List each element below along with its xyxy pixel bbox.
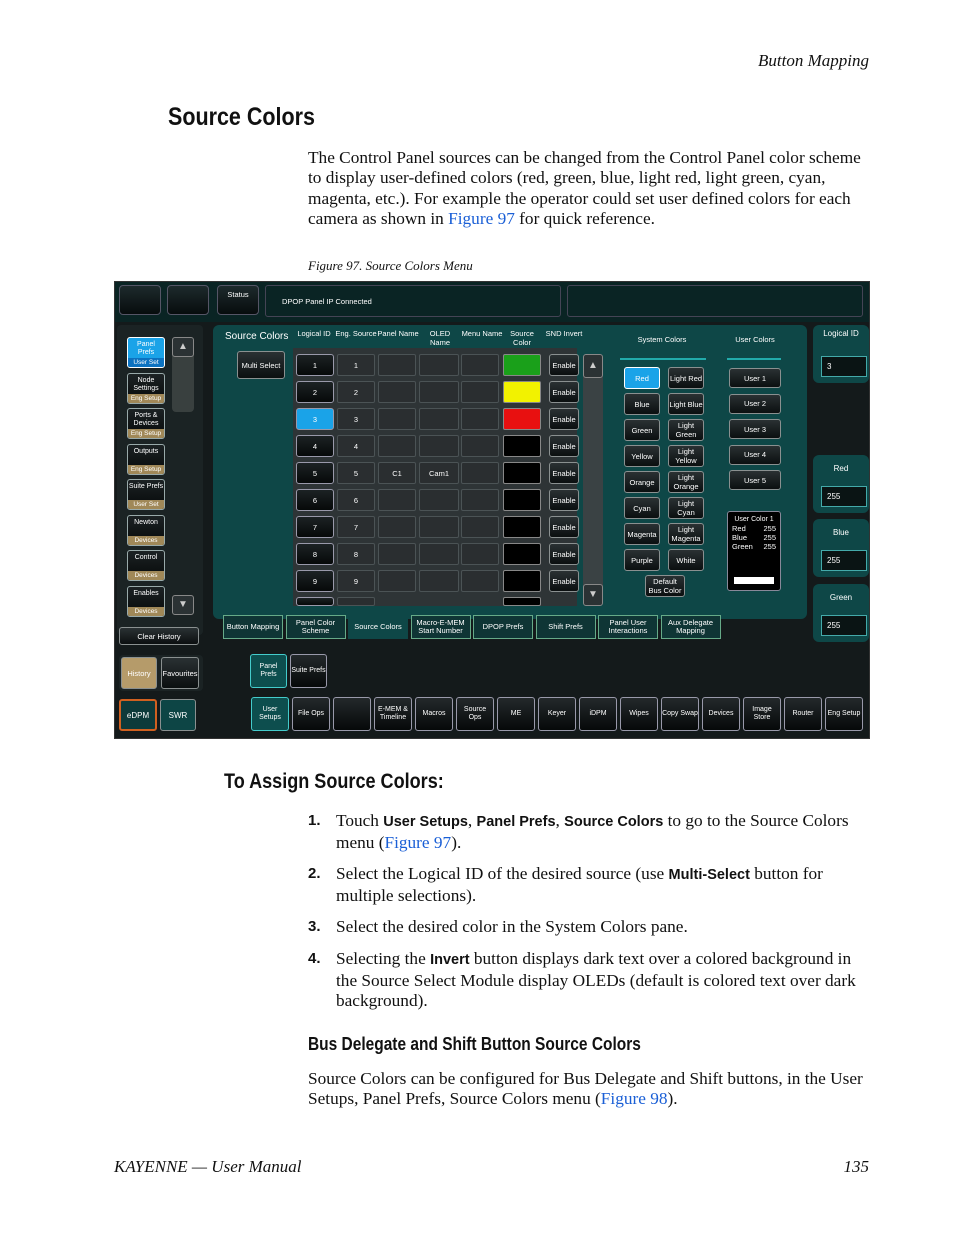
source-color-swatch[interactable]	[503, 462, 541, 484]
ui-keyword: Multi-Select	[668, 867, 750, 883]
logical-id-button[interactable]: 6	[296, 489, 334, 511]
system-color-button[interactable]: Light Blue	[668, 393, 704, 415]
user-color-swatch	[734, 577, 774, 584]
sidebar-item-sub: Eng Setup	[128, 429, 164, 438]
ui-keyword: Source Colors	[564, 814, 664, 830]
source-color-swatch[interactable]	[503, 489, 541, 511]
oled-name-cell[interactable]	[419, 570, 459, 592]
source-color-swatch[interactable]	[503, 354, 541, 376]
step-text	[336, 917, 870, 938]
column-header: SND Invert	[545, 329, 583, 338]
intro-text-end: for quick reference.	[514, 208, 655, 228]
user-color-info-title: User Color 1	[734, 516, 774, 523]
figure-link[interactable]: Figure 97	[384, 832, 452, 852]
user-color-button[interactable]: User 5	[729, 470, 781, 490]
running-header: Button Mapping	[758, 51, 869, 70]
panel-name-cell[interactable]	[378, 516, 416, 538]
system-color-button[interactable]: Cyan	[624, 497, 660, 519]
step-text-run: Select the desired color in the System Colors pane.	[336, 917, 688, 936]
eng-source-cell[interactable]: 1	[337, 354, 375, 376]
step-text	[336, 949, 870, 1012]
step-number: 2.	[308, 865, 321, 882]
swr-button[interactable]: SWR	[160, 699, 196, 731]
red-value: 255	[763, 524, 776, 533]
sidebar-item-sub: Eng Setup	[128, 465, 164, 474]
panel-name-cell[interactable]	[378, 435, 416, 457]
system-color-button[interactable]: Blue	[624, 393, 660, 415]
logical-id-button[interactable]: 3	[296, 408, 334, 430]
column-header: OLED Name	[429, 329, 451, 347]
panel-name-cell[interactable]	[378, 354, 416, 376]
user-colors-title: User Colors	[735, 335, 775, 344]
system-color-button[interactable]: Red	[624, 367, 660, 389]
pane-title: Source Colors	[225, 331, 289, 342]
sidebar-item[interactable]	[127, 586, 165, 617]
eng-source-cell[interactable]: 4	[337, 435, 375, 457]
column-header: Eng. Source	[335, 329, 377, 338]
snd-invert-button[interactable]: Enable	[549, 570, 579, 592]
logical-id-button[interactable]: 1	[296, 354, 334, 376]
step-text-run: ,	[555, 811, 565, 830]
snd-invert-button[interactable]: Enable	[549, 462, 579, 484]
status-button[interactable]: Status	[217, 285, 259, 315]
bottom-menu-button[interactable]: User Setups	[251, 697, 289, 731]
step-text-run: Touch	[336, 811, 384, 830]
sidebar-item[interactable]	[127, 373, 165, 404]
column-header: Menu Name	[461, 329, 503, 338]
right-field-value[interactable]: 255	[821, 550, 867, 571]
eng-source-cell[interactable]: 5	[337, 462, 375, 484]
logical-id-button[interactable]	[296, 597, 334, 606]
eng-source-cell[interactable]: 6	[337, 489, 375, 511]
sidebar-item[interactable]	[127, 550, 165, 581]
step-text	[336, 811, 870, 853]
ui-keyword: Invert	[430, 952, 470, 968]
sidebar-item-sub: User Set	[128, 500, 164, 509]
bottom-menu-button[interactable]	[333, 697, 371, 731]
bottom-menu-button[interactable]: Wipes	[620, 697, 658, 731]
right-field-label: Red	[833, 464, 849, 473]
system-color-button[interactable]: Magenta	[624, 523, 660, 545]
system-color-button[interactable]: Green	[624, 419, 660, 441]
column-header: Source Color	[510, 329, 534, 347]
ui-keyword: Panel Prefs	[476, 814, 556, 830]
oled-name-cell[interactable]	[419, 489, 459, 511]
table-scrollbar[interactable]	[583, 354, 603, 606]
sidebar-item-label: Outputs	[133, 447, 159, 455]
step-number: 4.	[308, 950, 321, 967]
bottom-menu-button[interactable]: Image Store	[743, 697, 781, 731]
source-color-swatch[interactable]	[503, 597, 541, 606]
menu-name-cell[interactable]	[461, 381, 499, 403]
intro-paragraph	[308, 148, 870, 229]
bus-text-end: ).	[667, 1089, 678, 1109]
sidebar-item[interactable]	[127, 408, 165, 439]
step-text-run: ).	[451, 832, 462, 852]
logical-id-button[interactable]: 8	[296, 543, 334, 565]
eng-source-cell[interactable]: 9	[337, 570, 375, 592]
history-button[interactable]: History	[121, 657, 157, 689]
eng-source-cell[interactable]	[337, 597, 375, 606]
eng-source-cell[interactable]: 2	[337, 381, 375, 403]
figure-caption: Figure 97. Source Colors Menu	[308, 258, 473, 273]
sidebar-item-label: Ports & Devices	[133, 412, 159, 427]
section-title: Source Colors	[168, 103, 315, 131]
figure-97-link[interactable]: Figure 97	[448, 208, 515, 228]
system-color-button[interactable]: Light Magenta	[668, 523, 704, 545]
bottom-menu-button[interactable]: Copy Swap	[661, 697, 699, 731]
step-text-run: to go to the Source Colors menu (	[336, 811, 849, 852]
bus-text: Source Colors can be configured for Bus Delegate and Shift buttons, in the User Setups, Panel Prefs, Source Colors menu (	[308, 1069, 863, 1109]
bottom-menu-button[interactable]: iDPM	[579, 697, 617, 731]
source-color-swatch[interactable]	[503, 381, 541, 403]
multi-select-button[interactable]: Multi Select	[237, 351, 285, 379]
green-label: Green	[732, 542, 753, 551]
bottom-menu-button[interactable]: Macros	[415, 697, 453, 731]
logical-id-button[interactable]: 9	[296, 570, 334, 592]
panel-name-cell[interactable]	[378, 408, 416, 430]
logical-id-button[interactable]: 7	[296, 516, 334, 538]
blue-label: Blue	[732, 533, 748, 542]
top-button-2[interactable]	[167, 285, 209, 315]
intro-text: The Control Panel sources can be changed from the Control Panel color scheme to display user-defined colors (red, green, blue, light red, light green, cyan, magenta, etc.). For example the operator could set user defined colors for each camera as shown in	[308, 148, 861, 228]
menu-name-cell[interactable]	[461, 435, 499, 457]
sidebar-item-label: Enables	[133, 589, 159, 597]
user-color-button[interactable]: User 2	[729, 394, 781, 414]
default-bus-color-button[interactable]: Default Bus Color	[645, 575, 685, 597]
step-number: 3.	[308, 918, 321, 935]
oled-name-cell[interactable]: Cam1	[419, 462, 459, 484]
step-text-run: Selecting the	[336, 949, 431, 968]
panel-name-cell[interactable]	[378, 570, 416, 592]
menu-tab[interactable]: Panel User Interactions	[598, 615, 658, 639]
oled-name-cell[interactable]	[419, 354, 459, 376]
edpm-button[interactable]: eDPM	[119, 699, 157, 731]
green-value: 255	[763, 542, 776, 551]
user-colors-divider	[727, 358, 781, 360]
step-text-run: ,	[467, 811, 477, 830]
panel-name-cell[interactable]	[378, 543, 416, 565]
sub-tab[interactable]: Panel Prefs	[250, 654, 287, 688]
snd-invert-button[interactable]: Enable	[549, 516, 579, 538]
eng-source-cell[interactable]: 8	[337, 543, 375, 565]
right-field-label: Logical ID	[823, 329, 859, 338]
ui-keyword: User Setups	[383, 814, 468, 830]
menu-name-cell[interactable]	[461, 516, 499, 538]
sidebar-item[interactable]	[127, 337, 165, 368]
sidebar-item[interactable]	[127, 444, 165, 475]
eng-source-cell[interactable]: 3	[337, 408, 375, 430]
logical-id-button[interactable]: 2	[296, 381, 334, 403]
oled-name-cell[interactable]	[419, 435, 459, 457]
footer-manual-title: KAYENNE — User Manual	[114, 1157, 302, 1176]
sidebar-item-label: Suite Prefs	[128, 483, 164, 490]
sidebar-item-sub: Eng Setup	[128, 394, 164, 403]
sidebar-item[interactable]	[127, 515, 165, 546]
menu-name-cell[interactable]	[461, 543, 499, 565]
bottom-menu-button[interactable]: Devices	[702, 697, 740, 731]
system-colors-title: System Colors	[637, 335, 687, 344]
snd-invert-button[interactable]: Enable	[549, 543, 579, 565]
bottom-menu-button[interactable]: Eng Setup	[825, 697, 863, 731]
sidebar-item-label: Node Settings	[133, 376, 159, 392]
red-label: Red	[732, 524, 746, 533]
sidebar-scroll-down-icon[interactable]: ▼	[172, 595, 194, 615]
bottom-menu-button[interactable]: File Ops	[292, 697, 330, 731]
panel-name-cell[interactable]	[378, 489, 416, 511]
system-color-button[interactable]: Light Green	[668, 419, 704, 441]
sub-tab[interactable]: Suite Prefs	[290, 654, 327, 688]
step-item	[308, 949, 870, 1019]
source-color-swatch[interactable]	[503, 516, 541, 538]
step-text-run: Select the Logical ID of the desired source (use	[336, 864, 669, 883]
menu-name-cell[interactable]	[461, 408, 499, 430]
system-color-button[interactable]: Light Orange	[668, 471, 704, 493]
source-color-swatch[interactable]	[503, 543, 541, 565]
logical-id-button[interactable]: 5	[296, 462, 334, 484]
snd-invert-button[interactable]: Enable	[549, 354, 579, 376]
snd-invert-button[interactable]: Enable	[549, 408, 579, 430]
right-field-value[interactable]: 3	[821, 356, 867, 377]
logical-id-button[interactable]: 4	[296, 435, 334, 457]
right-field-value[interactable]: 255	[821, 486, 867, 507]
source-color-swatch[interactable]	[503, 408, 541, 430]
source-color-swatch[interactable]	[503, 435, 541, 457]
menu-name-cell[interactable]	[461, 354, 499, 376]
oled-name-cell[interactable]	[419, 408, 459, 430]
oled-name-cell[interactable]	[419, 381, 459, 403]
user-color-button[interactable]: User 1	[729, 368, 781, 388]
bottom-menu-button[interactable]: ME	[497, 697, 535, 731]
table-scroll-up-icon[interactable]: ▲	[583, 354, 603, 378]
favourites-button[interactable]: Favourites	[161, 657, 199, 689]
sidebar-item-label: Newton	[134, 518, 158, 526]
table-scroll-down-icon[interactable]: ▼	[583, 584, 603, 606]
column-header: Logical ID	[297, 329, 331, 338]
snd-invert-button[interactable]: Enable	[549, 435, 579, 457]
clear-history-button[interactable]: Clear History	[119, 627, 199, 645]
status-message: DPOP Panel IP Connected	[265, 285, 561, 317]
system-color-button[interactable]: Light Cyan	[668, 497, 704, 519]
user-color-info-box	[727, 511, 781, 591]
bottom-menu-button[interactable]: E-MEM & Timeline	[374, 697, 412, 731]
column-header: Panel Name	[377, 329, 419, 338]
system-color-button[interactable]: Light Yellow	[668, 445, 704, 467]
panel-name-cell[interactable]	[378, 381, 416, 403]
menu-tab[interactable]: Aux Delegate Mapping	[661, 615, 721, 639]
menu-tab[interactable]: Shift Prefs	[536, 615, 596, 639]
user-color-button[interactable]: User 3	[729, 419, 781, 439]
oled-name-cell[interactable]	[419, 516, 459, 538]
system-color-button[interactable]: White	[668, 549, 704, 571]
sidebar-item[interactable]	[127, 479, 165, 510]
figure-98-link[interactable]: Figure 98	[600, 1089, 668, 1109]
sidebar-item-label: Control	[134, 554, 158, 561]
menu-name-cell[interactable]	[461, 462, 499, 484]
right-field-label: Blue	[832, 528, 849, 537]
sidebar-item-label: Panel Prefs	[137, 341, 155, 356]
system-color-button[interactable]: Purple	[624, 549, 660, 571]
sidebar-item-sub: Devices	[128, 607, 164, 616]
menu-tab[interactable]: DPOP Prefs	[473, 615, 533, 639]
right-field-label: Green	[829, 593, 853, 602]
system-color-button[interactable]: Orange	[624, 471, 660, 493]
blue-value: 255	[763, 533, 776, 542]
source-color-swatch[interactable]	[503, 570, 541, 592]
system-colors-divider	[620, 358, 706, 360]
bottom-menu-button[interactable]: Router	[784, 697, 822, 731]
menu-tab[interactable]: Macro-E-MEM Start Number	[411, 615, 471, 639]
bus-delegate-heading: Bus Delegate and Shift Button Source Colors	[308, 1034, 641, 1054]
user-color-button[interactable]: User 4	[729, 445, 781, 465]
eng-source-cell[interactable]: 7	[337, 516, 375, 538]
bottom-menu-button[interactable]: Source Ops	[456, 697, 494, 731]
step-number: 1.	[308, 812, 321, 829]
sidebar-item-sub: User Set	[128, 358, 164, 367]
top-button-1[interactable]	[119, 285, 161, 315]
step-text-run: button for multiple selections).	[336, 864, 823, 905]
system-color-button[interactable]: Light Red	[668, 367, 704, 389]
sidebar-scroll-up-icon[interactable]: ▲	[172, 337, 194, 357]
bottom-menu-button[interactable]: Keyer	[538, 697, 576, 731]
snd-invert-button[interactable]: Enable	[549, 381, 579, 403]
panel-name-cell[interactable]: C1	[378, 462, 416, 484]
menu-tab[interactable]: Panel Color Scheme	[286, 615, 346, 639]
menu-tab[interactable]: Source Colors	[348, 615, 408, 639]
footer-page-number: 135	[843, 1157, 869, 1176]
step-text-run: button displays dark text over a colored background in the Source Select Module display OLEDs (default is colored text over dark background).	[336, 949, 856, 1010]
bus-paragraph	[308, 1069, 870, 1110]
sidebar-item-sub: Devices	[128, 571, 164, 580]
step-text	[336, 864, 870, 906]
sidebar-item-sub: Devices	[128, 536, 164, 545]
menu-tab[interactable]: Button Mapping	[223, 615, 283, 639]
source-colors-screenshot	[114, 281, 870, 739]
snd-invert-button[interactable]: Enable	[549, 489, 579, 511]
oled-name-cell[interactable]	[419, 543, 459, 565]
menu-name-cell[interactable]	[461, 489, 499, 511]
menu-name-cell[interactable]	[461, 570, 499, 592]
status-message-2	[567, 285, 863, 317]
system-color-button[interactable]: Yellow	[624, 445, 660, 467]
assign-heading: To Assign Source Colors:	[224, 770, 444, 793]
right-field-value[interactable]: 255	[821, 615, 867, 636]
